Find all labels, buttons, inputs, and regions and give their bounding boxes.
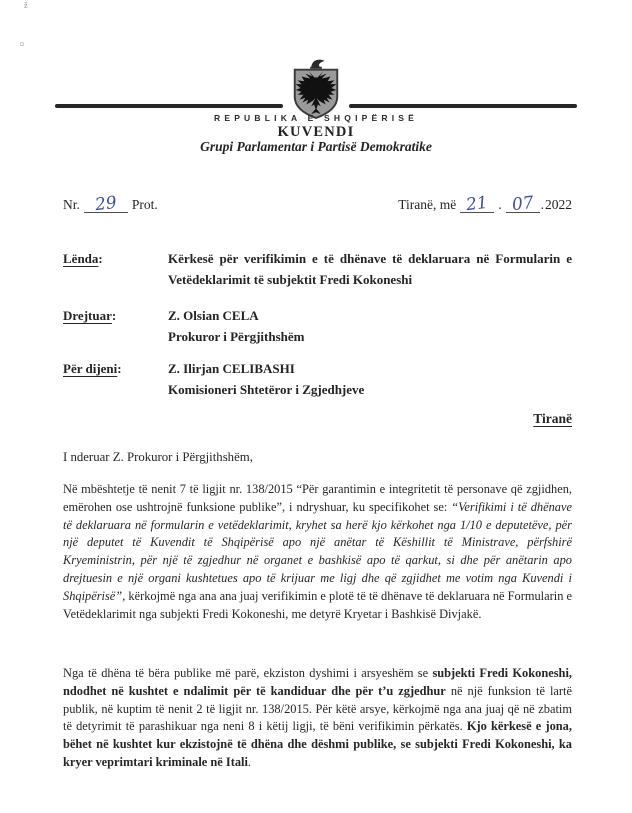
republic-title: REPUBLIKA E SHQIPËRISË [213, 113, 419, 123]
city-line: Tiranë [533, 411, 572, 426]
header-rule-right [349, 104, 577, 108]
subject-text: Kërkesë për verifikimin e të dhënave të deklaruara në Formularin e Vetëdeklarimit të subjektit Fredi Kokoneshi [168, 251, 572, 287]
subject-label-cell [63, 249, 168, 291]
cc-colon: : [117, 361, 122, 376]
addressed-colon: : [111, 308, 117, 323]
text-segment: Nga të dhëna të bëra publike më parë, ekziston dyshimi i arsyeshëm se [63, 666, 433, 680]
protocol-number [63, 192, 158, 216]
cc-label-cell [63, 359, 168, 401]
prot-label: Prot. [131, 197, 158, 212]
city-date [398, 192, 572, 216]
addressed-row [63, 306, 572, 348]
handwritten-protocol-number: 29 [94, 192, 118, 216]
albanian-eagle-emblem-icon [287, 58, 345, 120]
protocol-number-slot [84, 192, 128, 216]
cc-block [168, 359, 572, 401]
subject-colon: : [98, 251, 103, 266]
header-rule-left [55, 104, 283, 108]
nr-label: Nr. [63, 197, 80, 212]
cc-label: Për dijeni [63, 361, 118, 376]
date-dot-2: . [540, 197, 544, 212]
body-paragraph-2 [63, 665, 572, 772]
year: 2022 [545, 197, 572, 212]
addressed-label: Drejtuar [63, 308, 112, 323]
institution-title: KUVENDI [277, 124, 355, 140]
text-segment: në një funksion të lartë publik, në kuptim të nenit 2 të ligjit nr. 138/2015. Për këtë arsye, kërkojmë nga ana juaj që në zbatim të detyrimit të parashikuar nga neni 8 i këtij ligji, të bëni verifikimin përkatës. [63, 683, 573, 734]
cc-name: Z. Ilirjan CELIBASHI [168, 361, 295, 376]
handwritten-month: 07 [510, 192, 535, 216]
subject-label: Lënda [63, 251, 99, 266]
day-slot [460, 192, 494, 216]
cc-row [63, 359, 572, 401]
body-paragraph-1 [63, 481, 572, 623]
month-slot [506, 192, 540, 216]
text-segment: “Verifikimi i të dhënave të deklaruara në formularin e vetëdeklarimit, kryhet sa herë kjo kërkohet nga 1/10 e deputetëve, për një deputet të Kuvendit të Shqipërisë apo një anëtar të Këshillit të Ministrave, përfshirë Kryeministrin, për një të zgjedhur në organet e bashkisë apo të qarkut, si dhe për anëtarin apo drejtuesin e një organi kushtetues apo të krijuar me ligj dhe që zgjidhet me votim nga Kuvendi i Shqipërisë” [63, 499, 572, 603]
scan-artifact-top: ž [24, 1, 28, 10]
addressed-name: Z. Olsian CELA [168, 308, 259, 323]
handwritten-day: 21 [465, 192, 490, 216]
addressed-title: Prokuror i Përgjithshëm [168, 328, 305, 344]
cc-title: Komisioneri Shtetëror i Zgjedhjeve [168, 381, 365, 397]
text-segment: . [247, 754, 252, 769]
text-segment: Kjo kërkesë e jona, bëhet në kushtet kur ekzistojnë të dhëna dhe dëshmi publike, se subjekti Fredi Kokoneshi, ka kryer veprimtari kriminale në Itali [63, 719, 572, 769]
scan-artifact-mid: ¤ [20, 40, 24, 49]
text-segment: Në mbështetje të nenit 7 të ligjit nr. 138/2015 “Për garantimin e integritetit të personave që zgjidhen, emërohen ose ushtrojnë funksione publike”, i ndryshuar, ku specifikohet se: [63, 482, 572, 514]
subject-row [63, 249, 572, 291]
city-date-label: Tiranë, më [398, 197, 457, 212]
salutation: I nderuar Z. Prokuror i Përgjithshëm, [63, 450, 253, 464]
text-segment: subjekti Fredi Kokoneshi, ndodhet në kushtet e ndalimit për të kandiduar dhe për t’u zgjedhur [63, 666, 572, 698]
reference-row [63, 192, 572, 216]
text-segment: , kërkojmë nga ana ana juaj verifikimin e plotë të të dhënave të deklaruara në Formularin e Vetëdeklarimit nga subjekti Fredi Kokoneshi, me detyrë Kryetar i Bashkisë Divjakë. [63, 588, 572, 621]
date-dot-1: . [498, 197, 502, 212]
addressed-label-cell [63, 306, 168, 348]
parliamentary-group-title: Grupi Parlamentar i Partisë Demokratike [200, 139, 432, 154]
addressed-block [168, 306, 572, 348]
